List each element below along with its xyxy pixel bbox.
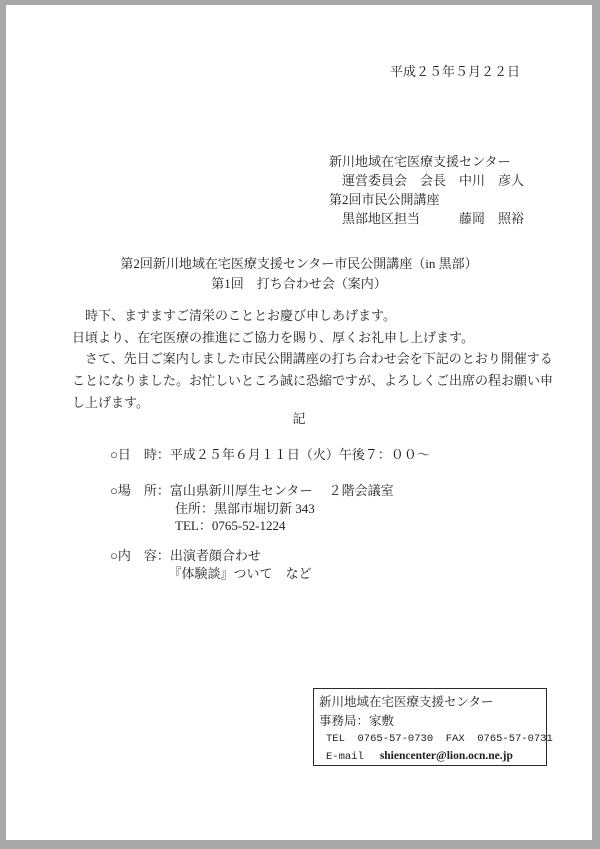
letter-title <box>6 254 592 293</box>
record-heading: 記 <box>292 411 306 426</box>
sender-district-line: 黒部地区担当 藤岡 照裕 <box>329 211 525 226</box>
place-line: ○場 所：富山県新川厚生センター ２階会議室 <box>110 483 394 498</box>
contact-tel-fax: TEL 0765-57-0730 FAX 0765-57-0731 <box>326 733 553 745</box>
place-tel-line: TEL：0765-52-1224 <box>110 518 286 533</box>
contents-line: ○内 容：出演者顔合わせ <box>110 548 261 563</box>
item-contents <box>110 547 312 583</box>
contact-org: 新川地域在宅医療支援センター <box>319 695 494 709</box>
sender-org-line: 新川地域在宅医療支援センター <box>329 154 511 169</box>
contact-office: 事務局：家敷 <box>319 714 395 728</box>
sender-course-line: 第2回市民公開講座 <box>329 192 440 207</box>
datetime-line: ○日 時：平成２５年６月１１日（火）午後７：００～ <box>110 447 430 462</box>
item-place <box>110 482 394 535</box>
title-line-1: 第2回新川地域在宅医療支援センター市民公開講座（in 黒部） <box>120 256 478 271</box>
item-datetime <box>110 446 430 464</box>
body-line: 日頃より、在宅医療の推進にご協力を賜り、厚くお礼申し上げます。 <box>72 329 474 345</box>
letter-date: 平成２５年５月２２日 <box>389 64 520 79</box>
contact-box <box>313 688 553 766</box>
sender-block <box>329 152 524 228</box>
title-line-2: 第1回 打ち合わせ会（案内） <box>211 275 387 291</box>
sender-chairman-line: 運営委員会 会長 中川 彦人 <box>329 173 525 188</box>
document-page <box>6 5 592 840</box>
email-label: E-mail <box>326 751 364 763</box>
body-line: 時下、ますますご清栄のこととお慶び申しあげます。 <box>72 308 396 323</box>
body-line: ことになりました。お忙しいところ誠に恐縮ですが、よろしくご出席の程お願い申 <box>72 373 554 389</box>
contact-email <box>319 748 542 766</box>
body-line: し上げます。 <box>72 394 149 410</box>
place-address-line: 住所：黒部市堀切新 343 <box>110 500 315 516</box>
email-address: shiencenter@lion.ocn.ne.jp <box>379 750 513 762</box>
body-paragraph <box>72 305 554 414</box>
body-line: さて、先日ご案内しました市民公開講座の打ち合わせ会を下記のとおり開催する <box>72 351 553 367</box>
contents-detail-line: 『体験談』ついて など <box>110 566 312 581</box>
